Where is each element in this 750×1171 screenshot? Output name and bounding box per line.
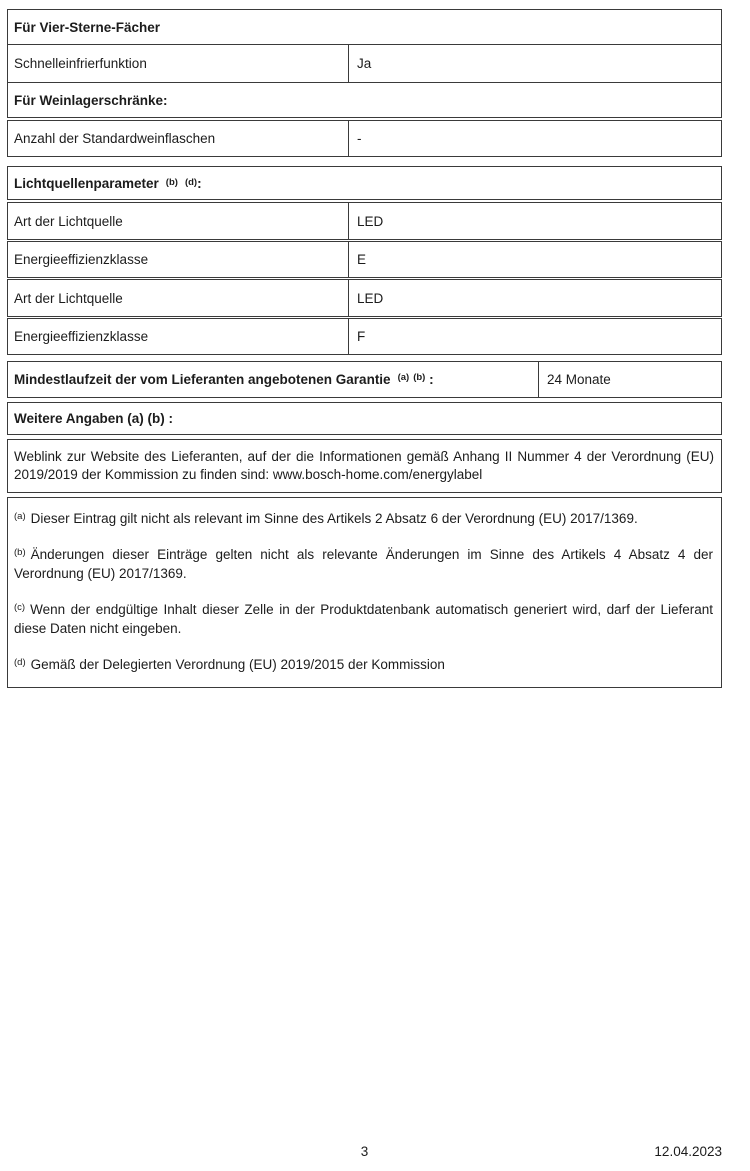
footnote-d [14, 655, 713, 674]
section-row-vier-sterne-faecher [7, 9, 722, 45]
spec-label-suffix: : [425, 372, 434, 387]
footnote-b-marker: (b) [14, 546, 26, 558]
footnote-ref: (b) [413, 371, 426, 383]
spec-label-text: Mindestlaufzeit der vom Lieferanten angebotenen Garantie $^{(a)}$ $^{(b)}$ : [14, 371, 434, 387]
spec-row-art-der-lichtquelle-1 [7, 202, 722, 240]
section-title-text: Für Vier-Sterne-Fächer [14, 19, 161, 35]
footnote-a-text: Dieser Eintrag gilt nicht als relevant im Sinne des Artikels 2 Absatz 6 der Verordnung (EU) 2017/1369. [30, 511, 638, 526]
footnote-a [14, 509, 713, 528]
footnotes-row [7, 497, 722, 688]
spec-label [8, 362, 539, 397]
spec-label: Art der Lichtquelle [8, 203, 349, 239]
section-title [8, 83, 721, 117]
section-title-suffix: : [197, 175, 202, 191]
spec-row-standardweinflaschen [7, 120, 722, 157]
spec-label: Energieeffizienzklasse [8, 319, 349, 354]
page-footer [7, 1144, 722, 1164]
page-number: 3 [360, 1144, 369, 1159]
section-title: Lichtquellenparameter (b) (d) : [14, 175, 202, 191]
spec-row-energieeffizienzklasse-1 [7, 241, 722, 278]
weblink-text: Weblink zur Website des Lieferanten, auf der die Informationen gemäß Anhang II Nummer 4 der Verordnung (EU) 2019/2019 der Kommission zu finden sind: www.bosch-home.com/energylabel [14, 449, 714, 482]
footnote-b [14, 545, 713, 583]
footer-date: 12.04.2023 [654, 1144, 722, 1159]
spec-value: E [357, 252, 367, 267]
footnote-d-marker: (d) [14, 656, 26, 668]
spec-value: Ja [357, 56, 372, 71]
weblink-row [7, 439, 722, 493]
footnote-a-marker: (a) [14, 510, 26, 522]
section-row-weinlagerschraenke [7, 82, 722, 118]
footnote-d-text: Gemäß der Delegierten Verordnung (EU) 2019/2015 der Kommission [30, 657, 445, 672]
spec-value: - [357, 131, 362, 146]
spec-label: Energieeffizienzklasse [8, 242, 349, 277]
footnote-b-text: Änderungen dieser Einträge gelten nicht als relevante Änderungen im Sinne des Artikels 4 Absatz 4 der Verordnung (EU) 2017/1369. [14, 547, 713, 581]
spec-row-energieeffizienzklasse-2 [7, 318, 722, 355]
footnote-c-marker: (c) [14, 601, 26, 613]
section-title [8, 403, 721, 434]
spec-value: LED [357, 213, 384, 229]
section-title-text: Für Weinlagerschränke: [14, 92, 168, 108]
spec-value: LED [357, 290, 384, 306]
section-title [8, 10, 721, 44]
section-title-text: Weitere Angaben (a) (b) : [14, 411, 174, 426]
spec-row-art-der-lichtquelle-2 [7, 279, 722, 317]
section-row-weitere-angaben [7, 402, 722, 435]
spec-row-schnelleinfrierfunktion [7, 44, 722, 83]
footnote-c-text: Wenn der endgültige Inhalt dieser Zelle in der Produktdatenbank automatisch generiert wird, darf der Lieferant diese Daten nicht eingeben. [14, 602, 713, 636]
product-data-table [7, 10, 722, 688]
section-row-lichtquellenparameter [7, 166, 722, 200]
spec-value: 24 Monate [547, 372, 611, 387]
section-title-text: Lichtquellenparameter [14, 175, 159, 191]
spec-row-garantie [7, 361, 722, 398]
spec-label: Anzahl der Standardweinflaschen [8, 121, 349, 156]
spec-label: Art der Lichtquelle [8, 280, 349, 316]
footnote-ref: (a) [397, 371, 410, 383]
spec-value: F [357, 329, 366, 344]
spec-label: Schnelleinfrierfunktion [8, 45, 349, 82]
footnote-c [14, 600, 713, 638]
